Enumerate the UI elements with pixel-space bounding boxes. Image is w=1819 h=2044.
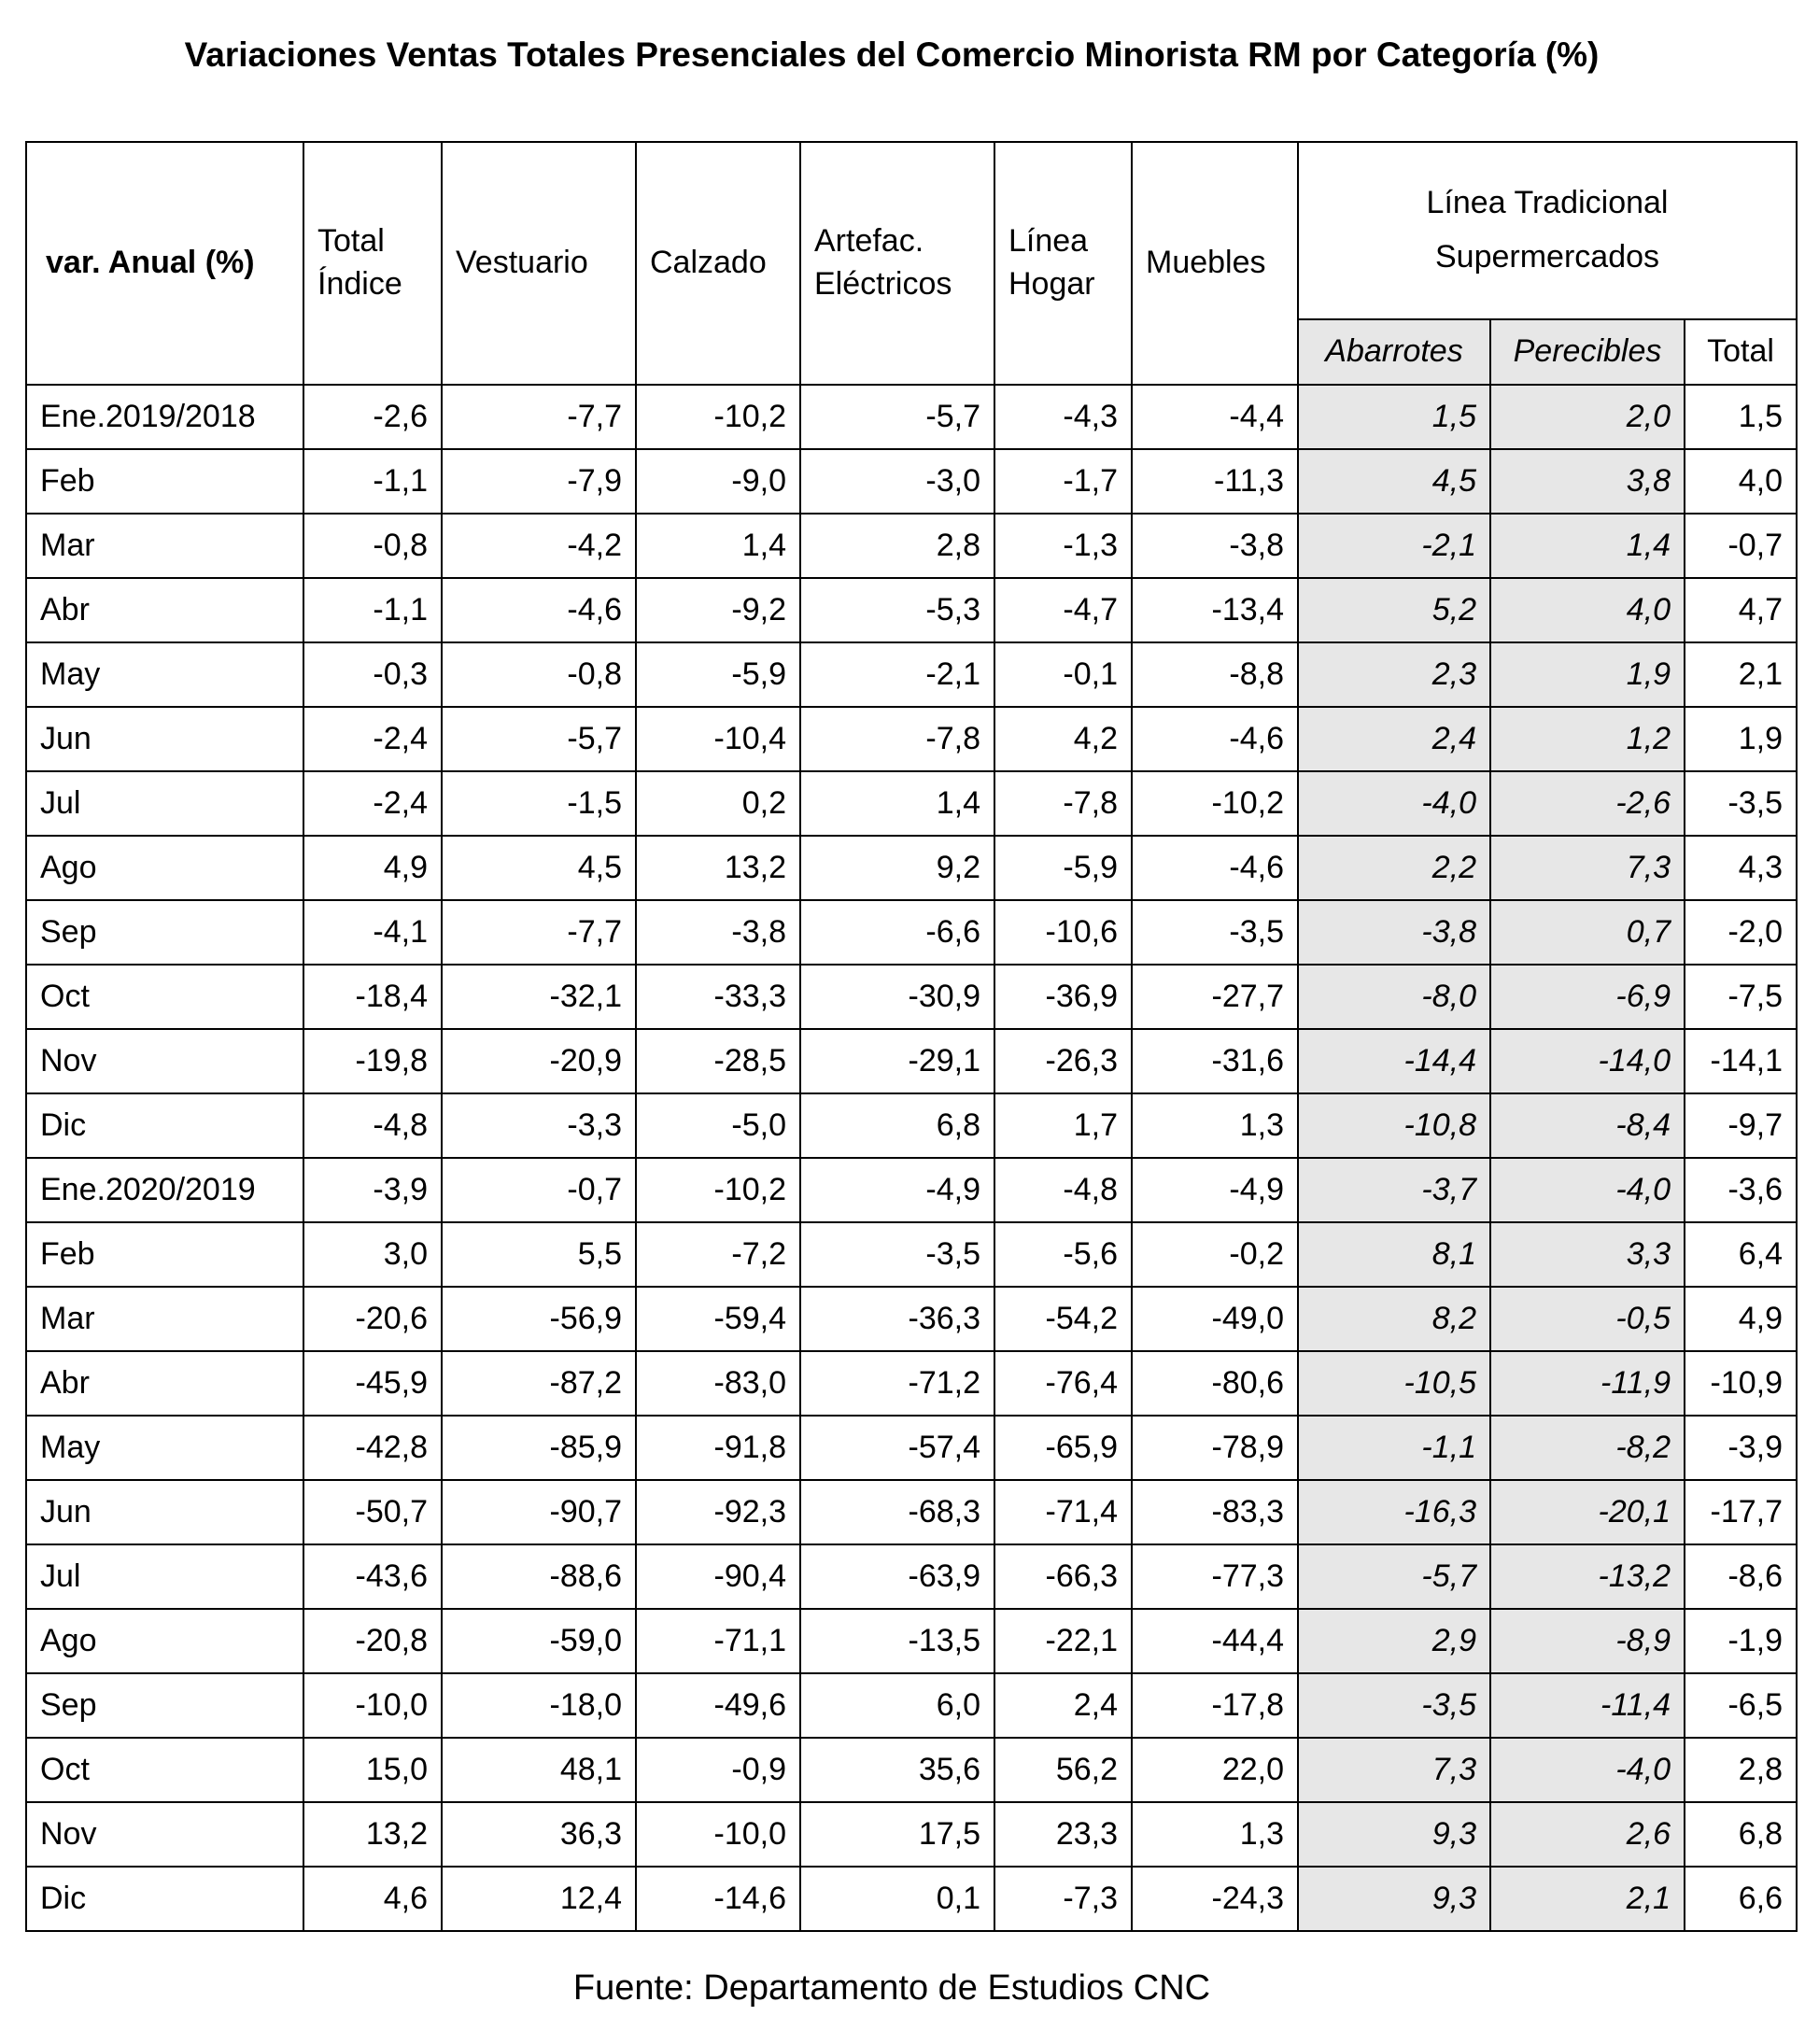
subcolumn-total: Total [1685,319,1797,385]
table-row [26,1093,1797,1158]
column-header-linea-hogar: Línea Hogar [994,142,1132,385]
row-label: Jun [26,1480,303,1544]
table-cell: -5,9 [994,836,1132,900]
table-cell: 4,5 [442,836,636,900]
table-cell: -10,9 [1685,1351,1797,1416]
table-cell: 1,4 [1490,514,1685,578]
table-row [26,1673,1797,1738]
table-cell: -8,2 [1490,1416,1685,1480]
table-cell: -2,1 [1298,514,1490,578]
table-row [26,1158,1797,1222]
column-header-artefac-electricos: Artefac. Eléctricos [800,142,994,385]
table-cell: -5,3 [800,578,994,642]
table-row [26,1287,1797,1351]
sales-variation-table [25,141,1798,1932]
table-cell: -0,1 [994,642,1132,707]
column-header-total-indice: Total Índice [303,142,442,385]
table-cell: 2,0 [1490,385,1685,449]
row-label: Ene.2019/2018 [26,385,303,449]
table-row [26,965,1797,1029]
table-cell: 6,0 [800,1673,994,1738]
table-title: Variaciones Ventas Totales Presenciales del Comercio Minorista RM por Categoría (%) [184,35,1600,74]
table-cell: 2,3 [1298,642,1490,707]
table-cell: -14,6 [636,1867,800,1931]
table-cell: -2,1 [800,642,994,707]
table-cell: -90,7 [442,1480,636,1544]
table-cell: -83,3 [1132,1480,1298,1544]
table-cell: -3,5 [1132,900,1298,965]
table-cell: -8,8 [1132,642,1298,707]
table-row [26,1029,1797,1093]
table-cell: -4,0 [1298,771,1490,836]
table-cell: -8,4 [1490,1093,1685,1158]
table-row [26,449,1797,514]
table-cell: -50,7 [303,1480,442,1544]
table-cell: -78,9 [1132,1416,1298,1480]
table-cell: -11,4 [1490,1673,1685,1738]
table-row [26,642,1797,707]
table-cell: -65,9 [994,1416,1132,1480]
table-cell: 36,3 [442,1802,636,1867]
row-label: May [26,642,303,707]
table-cell: -1,5 [442,771,636,836]
table-cell: -4,0 [1490,1158,1685,1222]
table-cell: -20,9 [442,1029,636,1093]
table-cell: 2,6 [1490,1802,1685,1867]
table-cell: 13,2 [303,1802,442,1867]
row-label: Abr [26,1351,303,1416]
table-cell: -8,6 [1685,1544,1797,1609]
row-label: Jun [26,707,303,771]
table-cell: -88,6 [442,1544,636,1609]
table-cell: -4,8 [994,1158,1132,1222]
table-cell: 9,3 [1298,1802,1490,1867]
table-cell: -30,9 [800,965,994,1029]
column-header-muebles: Muebles [1132,142,1298,385]
table-cell: -0,3 [303,642,442,707]
source-note: Fuente: Departamento de Estudios CNC [572,1968,1211,2008]
table-cell: -2,4 [303,707,442,771]
row-label: Sep [26,900,303,965]
table-cell: 1,9 [1685,707,1797,771]
table-cell: 12,4 [442,1867,636,1931]
row-header-label: var. Anual (%) [26,142,303,385]
table-cell: -10,6 [994,900,1132,965]
table-row [26,578,1797,642]
table-cell: 1,4 [800,771,994,836]
table-cell: 5,2 [1298,578,1490,642]
table-cell: 6,6 [1685,1867,1797,1931]
table-cell: -8,0 [1298,965,1490,1029]
table-cell: -22,1 [994,1609,1132,1673]
table-cell: -20,6 [303,1287,442,1351]
table-cell: -7,9 [442,449,636,514]
table-cell: -11,9 [1490,1351,1685,1416]
table-cell: -32,1 [442,965,636,1029]
table-cell: 6,4 [1685,1222,1797,1287]
table-cell: -57,4 [800,1416,994,1480]
table-cell: -2,4 [303,771,442,836]
table-cell: 0,2 [636,771,800,836]
table-cell: -44,4 [1132,1609,1298,1673]
table-cell: -16,3 [1298,1480,1490,1544]
row-label: Jul [26,771,303,836]
table-row [26,771,1797,836]
table-cell: -9,7 [1685,1093,1797,1158]
table-cell: -10,0 [636,1802,800,1867]
table-cell: -5,6 [994,1222,1132,1287]
table-cell: -26,3 [994,1029,1132,1093]
table-cell: -13,5 [800,1609,994,1673]
table-cell: 0,1 [800,1867,994,1931]
table-cell: -20,8 [303,1609,442,1673]
table-cell: -92,3 [636,1480,800,1544]
table-cell: -11,3 [1132,449,1298,514]
table-cell: -71,4 [994,1480,1132,1544]
table-cell: 4,9 [303,836,442,900]
subcolumn-abarrotes: Abarrotes [1298,319,1490,385]
table-cell: 5,5 [442,1222,636,1287]
table-cell: -6,6 [800,900,994,965]
table-cell: 6,8 [1685,1802,1797,1867]
table-row [26,707,1797,771]
table-cell: -4,2 [442,514,636,578]
table-cell: 2,4 [994,1673,1132,1738]
table-row [26,514,1797,578]
table-cell: -3,5 [800,1222,994,1287]
table-cell: -90,4 [636,1544,800,1609]
table-cell: 2,2 [1298,836,1490,900]
table-body [26,385,1797,1931]
table-cell: -1,3 [994,514,1132,578]
row-label: Dic [26,1867,303,1931]
table-cell: -3,6 [1685,1158,1797,1222]
table-cell: -4,9 [1132,1158,1298,1222]
table-cell: 6,8 [800,1093,994,1158]
table-cell: 1,5 [1685,385,1797,449]
table-cell: -43,6 [303,1544,442,1609]
table-cell: -7,3 [994,1867,1132,1931]
table-cell: -28,5 [636,1029,800,1093]
table-cell: 8,1 [1298,1222,1490,1287]
table-cell: -3,9 [1685,1416,1797,1480]
table-cell: -0,5 [1490,1287,1685,1351]
table-cell: -3,8 [636,900,800,965]
table-cell: -4,4 [1132,385,1298,449]
table-cell: -4,6 [442,578,636,642]
table-cell: 4,2 [994,707,1132,771]
table-cell: -10,2 [636,385,800,449]
table-cell: 56,2 [994,1738,1132,1802]
table-cell: -66,3 [994,1544,1132,1609]
table-cell: -0,7 [1685,514,1797,578]
subcolumn-perecibles: Perecibles [1490,319,1685,385]
table-cell: -3,8 [1298,900,1490,965]
table-cell: -59,0 [442,1609,636,1673]
row-label: Mar [26,514,303,578]
table-cell: 9,3 [1298,1867,1490,1931]
table-cell: -17,8 [1132,1673,1298,1738]
table-cell: -27,7 [1132,965,1298,1029]
row-label: May [26,1416,303,1480]
table-cell: -63,9 [800,1544,994,1609]
table-cell: -29,1 [800,1029,994,1093]
table-cell: -4,8 [303,1093,442,1158]
table-cell: -3,0 [800,449,994,514]
table-row [26,900,1797,965]
table-cell: -8,9 [1490,1609,1685,1673]
table-cell: 3,8 [1490,449,1685,514]
table-cell: 4,7 [1685,578,1797,642]
table-cell: -10,0 [303,1673,442,1738]
table-cell: 1,5 [1298,385,1490,449]
table-row [26,1222,1797,1287]
table-cell: -2,0 [1685,900,1797,965]
table-cell: 1,3 [1132,1802,1298,1867]
table-cell: -5,9 [636,642,800,707]
table-cell: -4,9 [800,1158,994,1222]
table-cell: -18,4 [303,965,442,1029]
table-cell: -14,1 [1685,1029,1797,1093]
table-cell: -31,6 [1132,1029,1298,1093]
table-row [26,1416,1797,1480]
row-label: Ago [26,836,303,900]
table-cell: -76,4 [994,1351,1132,1416]
table-cell: 13,2 [636,836,800,900]
table-cell: 7,3 [1298,1738,1490,1802]
table-cell: -5,7 [442,707,636,771]
table-cell: -71,2 [800,1351,994,1416]
column-header-calzado: Calzado [636,142,800,385]
table-cell: -3,8 [1132,514,1298,578]
table-cell: -7,7 [442,900,636,965]
table-cell: 2,8 [1685,1738,1797,1802]
table-cell: 8,2 [1298,1287,1490,1351]
table-cell: -0,8 [303,514,442,578]
table-row [26,1867,1797,1931]
table-cell: 2,8 [800,514,994,578]
table-cell: 15,0 [303,1738,442,1802]
table-cell: -59,4 [636,1287,800,1351]
table-row [26,1738,1797,1802]
table-cell: 1,9 [1490,642,1685,707]
table-row [26,1351,1797,1416]
table-cell: -4,1 [303,900,442,965]
row-label: Jul [26,1544,303,1609]
table-cell: -4,0 [1490,1738,1685,1802]
table-cell: -49,6 [636,1673,800,1738]
table-cell: 1,7 [994,1093,1132,1158]
table-cell: 1,3 [1132,1093,1298,1158]
table-cell: -49,0 [1132,1287,1298,1351]
table-cell: -54,2 [994,1287,1132,1351]
row-label: Nov [26,1802,303,1867]
row-label: Feb [26,449,303,514]
row-label: Nov [26,1029,303,1093]
table-cell: -5,7 [1298,1544,1490,1609]
table-cell: -0,2 [1132,1222,1298,1287]
table-cell: -10,8 [1298,1093,1490,1158]
table-cell: -3,5 [1685,771,1797,836]
table-cell: 1,2 [1490,707,1685,771]
table-cell: 2,4 [1298,707,1490,771]
table-cell: -1,9 [1685,1609,1797,1673]
table-cell: -17,7 [1685,1480,1797,1544]
table-cell: -33,3 [636,965,800,1029]
row-label: Abr [26,578,303,642]
row-label: Oct [26,1738,303,1802]
table-cell: -2,6 [1490,771,1685,836]
table-cell: 2,1 [1685,642,1797,707]
table-cell: -4,3 [994,385,1132,449]
table-cell: 23,3 [994,1802,1132,1867]
table-cell: -2,6 [303,385,442,449]
table-cell: -5,7 [800,385,994,449]
table-cell: 3,0 [303,1222,442,1287]
table-cell: -3,5 [1298,1673,1490,1738]
row-label: Dic [26,1093,303,1158]
table-cell: -14,0 [1490,1029,1685,1093]
table-cell: 4,0 [1685,449,1797,514]
table-cell: -14,4 [1298,1029,1490,1093]
table-cell: -4,6 [1132,707,1298,771]
table-cell: -18,0 [442,1673,636,1738]
table-cell: -13,2 [1490,1544,1685,1609]
row-label: Oct [26,965,303,1029]
table-cell: 4,3 [1685,836,1797,900]
table-cell: 4,9 [1685,1287,1797,1351]
row-label: Sep [26,1673,303,1738]
table-cell: -24,3 [1132,1867,1298,1931]
table-cell: -10,5 [1298,1351,1490,1416]
table-cell: -6,9 [1490,965,1685,1029]
table-cell: -7,5 [1685,965,1797,1029]
table-cell: -80,6 [1132,1351,1298,1416]
table-cell: -7,8 [800,707,994,771]
table-cell: -42,8 [303,1416,442,1480]
table-cell: -20,1 [1490,1480,1685,1544]
row-label: Ago [26,1609,303,1673]
table-row [26,1544,1797,1609]
table-cell: -36,9 [994,965,1132,1029]
table-cell: -10,4 [636,707,800,771]
table-cell: -71,1 [636,1609,800,1673]
table-cell: -0,8 [442,642,636,707]
table-cell: -10,2 [636,1158,800,1222]
table-cell: -83,0 [636,1351,800,1416]
table-cell: -19,8 [303,1029,442,1093]
table-cell: -3,3 [442,1093,636,1158]
table-cell: 2,1 [1490,1867,1685,1931]
table-cell: 2,9 [1298,1609,1490,1673]
table-cell: -4,7 [994,578,1132,642]
table-cell: 17,5 [800,1802,994,1867]
table-cell: -3,7 [1298,1158,1490,1222]
table-cell: 35,6 [800,1738,994,1802]
table-cell: 22,0 [1132,1738,1298,1802]
table-cell: -91,8 [636,1416,800,1480]
table-cell: 3,3 [1490,1222,1685,1287]
table-cell: -0,7 [442,1158,636,1222]
table-cell: -1,1 [1298,1416,1490,1480]
table-cell: -7,8 [994,771,1132,836]
table-cell: 0,7 [1490,900,1685,965]
table-cell: -1,7 [994,449,1132,514]
table-cell: -7,7 [442,385,636,449]
row-label: Mar [26,1287,303,1351]
table-cell: -68,3 [800,1480,994,1544]
table-cell: 4,5 [1298,449,1490,514]
table-cell: 4,6 [303,1867,442,1931]
table-row [26,1480,1797,1544]
table-row [26,385,1797,449]
table-cell: -1,1 [303,578,442,642]
table-cell: 48,1 [442,1738,636,1802]
table-cell: -36,3 [800,1287,994,1351]
row-label: Feb [26,1222,303,1287]
column-header-vestuario: Vestuario [442,142,636,385]
table-cell: -7,2 [636,1222,800,1287]
column-group-supermercados: Línea Tradicional Supermercados [1298,142,1797,319]
table-row [26,1609,1797,1673]
table-row [26,836,1797,900]
table-cell: -56,9 [442,1287,636,1351]
row-label: Ene.2020/2019 [26,1158,303,1222]
table-cell: 7,3 [1490,836,1685,900]
table-cell: -1,1 [303,449,442,514]
table-cell: -9,0 [636,449,800,514]
table-cell: -77,3 [1132,1544,1298,1609]
table-cell: -5,0 [636,1093,800,1158]
table-cell: -6,5 [1685,1673,1797,1738]
table-cell: -13,4 [1132,578,1298,642]
table-cell: -45,9 [303,1351,442,1416]
table-cell: 9,2 [800,836,994,900]
table-cell: 4,0 [1490,578,1685,642]
table-cell: -3,9 [303,1158,442,1222]
table-cell: -9,2 [636,578,800,642]
table-cell: -10,2 [1132,771,1298,836]
table-cell: -0,9 [636,1738,800,1802]
table-cell: -87,2 [442,1351,636,1416]
table-cell: -4,6 [1132,836,1298,900]
table-row [26,1802,1797,1867]
table-cell: -85,9 [442,1416,636,1480]
table-cell: 1,4 [636,514,800,578]
